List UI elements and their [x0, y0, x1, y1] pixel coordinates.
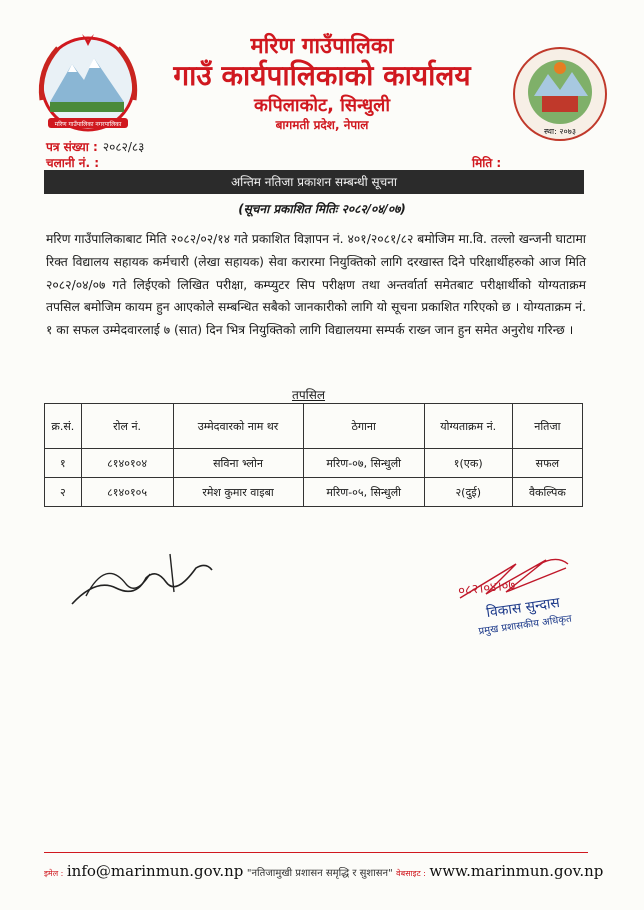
publication-date: (सूचना प्रकाशित मितिः २०८२/०४/०७): [238, 202, 406, 216]
cell-rank: २(दुई): [424, 478, 512, 507]
footer-divider: [44, 852, 588, 853]
website-label: वेबसाइट :: [396, 869, 426, 878]
signature-left-icon: [66, 548, 216, 612]
col-rank: योग्यताक्रम नं.: [424, 404, 512, 449]
col-result: नतिजा: [512, 404, 582, 449]
cell-rank: १(एक): [424, 449, 512, 478]
miti-label: मिति :: [472, 156, 502, 170]
patra-label: पत्र संख्या :: [46, 140, 98, 154]
cell-name: रमेश कुमार वाइबा: [173, 478, 303, 507]
cell-serial: २: [45, 478, 82, 507]
cell-result: वैकल्पिक: [512, 478, 582, 507]
col-roll: रोल नं.: [81, 404, 173, 449]
col-address: ठेगाना: [303, 404, 424, 449]
notice-title: अन्तिम नतिजा प्रकाशन सम्बन्धी सूचना: [44, 170, 584, 194]
seal-year: स्था: २०७३: [543, 127, 577, 136]
signature-date: ०८२।०४।०७: [457, 578, 516, 599]
notice-body: मरिण गाउँपालिकाबाट मिति २०८२/०२/१४ गते प्रकाशित विज्ञापन नं. ४०१/२०८१/८२ बमोजिम मा.वि. तल्लो खन्जनी घाटामा रिक्त विद्यालय सहायक कर्मचारी (लेखा सहायक) सेवा करारमा नियुक्तिको लागि दरखास्त दिने परिक्षार्थीहरुको आज मिति २०८२/०४/०७ गते लिईएको लिखित परीक्षा, कम्प्युटर सिप परीक्षण तथा अन्तर्वार्ता समेतबाट परीक्षार्थीको योग्यताक्रम तपसिल बमोजिम कायम हुन आएकोले सम्बन्धित सबैको जानकारीको लागि यो सूचना प्रकाशित गरिएको छ । योग्यताक्रम नं. १ का सफल उम्मेदवारलाई ७ (सात) दिन भित्र नियुक्तिको लागि विद्यालयमा सम्पर्क राख्न जान हुन समेत अनुरोध गरिन्छ ।: [46, 232, 586, 338]
footer: [44, 862, 604, 880]
cell-address: मरिण-०५, सिन्धुली: [303, 478, 424, 507]
cell-roll: ८१४०१०५: [81, 478, 173, 507]
table-row: [45, 449, 583, 478]
col-serial: क्र.सं.: [45, 404, 82, 449]
cell-result: सफल: [512, 449, 582, 478]
email-label: इमेल :: [44, 869, 64, 878]
table-row: [45, 478, 583, 507]
chalani-line: [46, 152, 206, 172]
cell-roll: ८१४०१०४: [81, 449, 173, 478]
table-header-row: [45, 404, 583, 449]
results-table: [44, 403, 583, 507]
col-name: उम्मेदवारको नाम थर: [173, 404, 303, 449]
footer-email[interactable]: info@marinmun.gov.np: [66, 862, 244, 880]
miti-line: [472, 152, 582, 172]
signatory-title: प्रमुख प्रशासकीय अधिकृत: [477, 613, 573, 638]
patra-value: २०८२/८३: [102, 140, 145, 154]
municipality-name: मरिण गाउँपालिका: [250, 34, 394, 59]
cell-serial: १: [45, 449, 82, 478]
chalani-label: चलानी नं. :: [46, 156, 100, 170]
province-country: बागमती प्रदेश, नेपाल: [275, 118, 369, 132]
footer-website[interactable]: www.marinmun.gov.np: [429, 862, 604, 880]
emblem-caption: मरिण गाउँपालिका नगरपालिका: [54, 121, 122, 128]
office-location: कपिलाकोट, सिन्धुली: [254, 95, 390, 116]
table-caption: तपसिल: [292, 388, 326, 402]
footer-slogan: "नतिजामुखी प्रशासन समृद्धि र सुशासन": [246, 868, 393, 879]
signatory-name: विकास सुन्दास: [485, 594, 561, 622]
cell-name: सविना भ्लोन: [173, 449, 303, 478]
office-name: गाउँ कार्यपालिकाको कार्यालय: [173, 59, 471, 92]
cell-address: मरिण-०७, सिन्धुली: [303, 449, 424, 478]
